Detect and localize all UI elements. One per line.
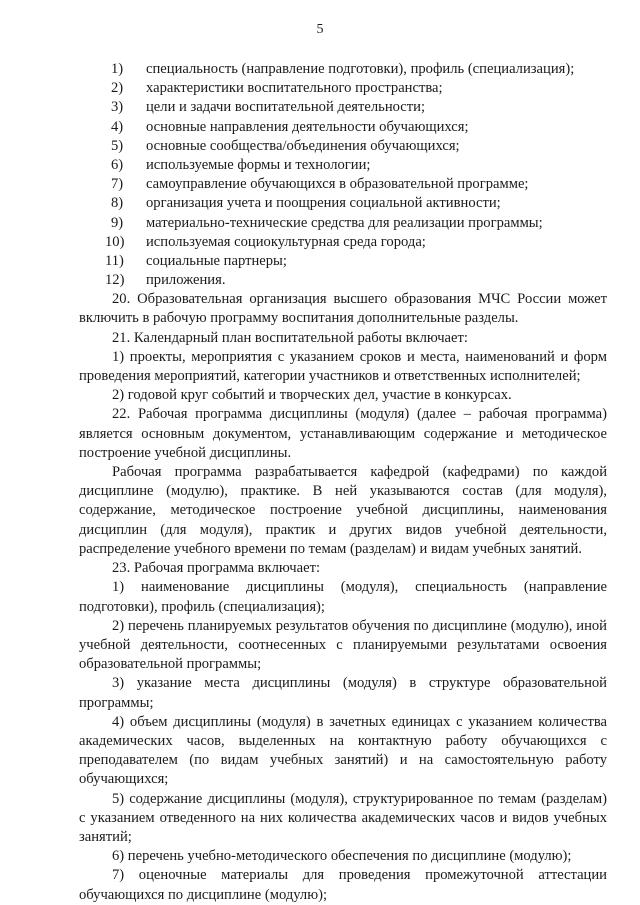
list-item-number: 10) bbox=[105, 233, 125, 250]
list-item-number: 5) bbox=[111, 137, 124, 154]
list-item-text: основные направления деятельности обучающихся; bbox=[146, 118, 469, 135]
paragraph: 1) проекты, мероприятия с указанием сроков и места, наименований и форм проведения мероприятий, категории участников и ответственных исполнителей; bbox=[79, 348, 607, 385]
paragraph: 6) перечень учебно-методического обеспечения по дисциплине (модулю); bbox=[112, 848, 572, 865]
paragraph: 2) перечень планируемых результатов обучения по дисциплине (модулю), иной учебной деятельности, соотнесенных с планируемыми результатами освоения образовательной программы; bbox=[79, 617, 607, 673]
list-item-text: организация учета и поощрения социальной активности; bbox=[146, 195, 501, 212]
list-item-text: используемая социокультурная среда города; bbox=[146, 233, 426, 250]
list-item-text: материально-технические средства для реализации программы; bbox=[146, 214, 543, 231]
document-body bbox=[79, 60, 607, 905]
list-item bbox=[79, 271, 607, 290]
list-item-text: специальность (направление подготовки), профиль (специализация); bbox=[146, 61, 575, 77]
paragraph: 21. Календарный план воспитательной работы включает: bbox=[112, 329, 468, 346]
paragraph: 23. Рабочая программа включает: bbox=[112, 560, 321, 577]
paragraph: 20. Образовательная организация высшего образования МЧС России может включить в рабочую программу воспитания дополнительные разделы. bbox=[79, 291, 607, 327]
list-item-number: 3) bbox=[111, 99, 124, 116]
list-item bbox=[79, 175, 607, 194]
list-item-number: 1) bbox=[111, 61, 124, 77]
paragraph: 4) объем дисциплины (модуля) в зачетных единицах с указанием количества академических часов, выделенных на контактную работу обучающихся с преподавателем (по видам учебных занятий) и на самостоятельную работу обучающихся; bbox=[79, 713, 607, 788]
list-item bbox=[79, 137, 607, 156]
paragraph: 3) указание места дисциплины (модуля) в структуре образовательной программы; bbox=[79, 675, 607, 711]
list-item-number: 12) bbox=[105, 272, 125, 289]
page-number: 5 bbox=[316, 22, 324, 37]
list-item-text: характеристики воспитательного пространства; bbox=[146, 80, 443, 97]
list-item-number: 11) bbox=[105, 252, 124, 269]
list-item-number: 7) bbox=[111, 176, 124, 193]
list-item-text: основные сообщества/объединения обучающихся; bbox=[146, 137, 460, 154]
list-item bbox=[79, 79, 607, 98]
list-item bbox=[79, 60, 607, 79]
list-item-number: 8) bbox=[111, 195, 124, 212]
list-item-text: социальные партнеры; bbox=[146, 252, 287, 269]
list-item-text: самоуправление обучающихся в образовательной программе; bbox=[146, 176, 529, 193]
list-item bbox=[79, 98, 607, 117]
paragraph: 5) содержание дисциплины (модуля), структурированное по темам (разделам) с указанием отведенного на них количества академических часов и видов учебных занятий; bbox=[79, 790, 607, 845]
list-item bbox=[79, 156, 607, 175]
list-item bbox=[79, 214, 607, 233]
paragraph: 2) годовой круг событий и творческих дел, участие в конкурсах. bbox=[112, 387, 512, 404]
list-item-number: 4) bbox=[111, 118, 124, 135]
list-item-text: цели и задачи воспитательной деятельности; bbox=[146, 99, 426, 116]
paragraph: 7) оценочные материалы для проведения промежуточной аттестации обучающихся по дисциплине (модулю); bbox=[79, 867, 607, 903]
list-item-number: 2) bbox=[111, 80, 124, 97]
list-item-number: 9) bbox=[111, 214, 124, 231]
list-item bbox=[79, 233, 607, 252]
list-item bbox=[79, 194, 607, 213]
list-item bbox=[79, 118, 607, 137]
paragraph: Рабочая программа разрабатывается кафедрой (кафедрами) по каждой дисциплине (модулю), практике. В ней указываются состав (для модуля), содержание, методическое построение учебной дисциплины, наименования дисциплин (для модуля), практик и других видов учебной деятельности, распределение учебного времени по темам (разделам) и видам учебных занятий. bbox=[79, 464, 607, 557]
list-item bbox=[79, 252, 607, 271]
list-item-number: 6) bbox=[111, 156, 124, 173]
list-item-text: используемые формы и технологии; bbox=[146, 156, 371, 173]
paragraph: 1) наименование дисциплины (модуля), специальность (направление подготовки), профиль (специализация); bbox=[79, 579, 607, 615]
paragraph: 22. Рабочая программа дисциплины (модуля) (далее – рабочая программа) является основным документом, устанавливающим содержание и методическое построение учебной дисциплины. bbox=[79, 406, 607, 461]
list-item-text: приложения. bbox=[146, 272, 226, 289]
